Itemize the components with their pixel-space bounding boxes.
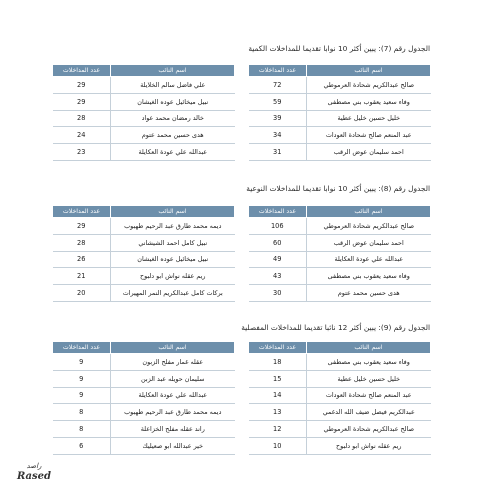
deputy-name: راند عقله مفلح الخزاعلة <box>111 421 235 438</box>
rased-logo <box>16 462 52 482</box>
ranking-table-right <box>248 64 431 161</box>
interventions-count: 30 <box>249 285 307 302</box>
header-count: عدد المداخلات <box>249 65 307 77</box>
interventions-count: 106 <box>249 218 307 235</box>
table-row <box>53 251 235 268</box>
deputy-name: صالح عبدالكريم شحادة العرموطي <box>307 421 431 438</box>
interventions-count: 20 <box>53 285 111 302</box>
table-caption: الجدول رقم (7): يبين أكثر 10 نوابا تقديما للمداخلات الكمية <box>248 44 430 53</box>
table-row <box>249 144 431 161</box>
deputy-name: ديمه محمد طارق عبد الرحيم طهبوب <box>111 404 235 421</box>
deputy-name: عبدالله علي عودة العكايلة <box>307 251 431 268</box>
table-row <box>249 421 431 438</box>
interventions-count: 28 <box>53 234 111 251</box>
deputy-name: خليل حسين خليل عطية <box>307 370 431 387</box>
table-caption: الجدول رقم (9): يبين أكثر 12 نائبا تقديما للمداخلات المفصلية <box>241 323 430 332</box>
header-count: عدد المداخلات <box>53 206 111 218</box>
table-row <box>53 110 235 127</box>
interventions-count: 34 <box>249 127 307 144</box>
deputy-name: صالح عبدالكريم شحادة العرموطي <box>307 218 431 235</box>
interventions-count: 60 <box>249 234 307 251</box>
deputy-name: عبدالله علي عودة العكايلة <box>111 144 235 161</box>
interventions-count: 29 <box>53 218 111 235</box>
interventions-count: 26 <box>53 251 111 268</box>
table-row <box>249 354 431 371</box>
deputy-name: صالح عبدالكريم شحادة العرموطي <box>307 77 431 94</box>
table-row <box>53 77 235 94</box>
interventions-count: 13 <box>249 404 307 421</box>
interventions-count: 18 <box>249 354 307 371</box>
interventions-count: 31 <box>249 144 307 161</box>
deputy-name: ريم عقله نواش ابو دلبوح <box>307 437 431 454</box>
interventions-count: 28 <box>53 110 111 127</box>
deputy-name: احمد سليمان عوض الرقب <box>307 234 431 251</box>
interventions-count: 49 <box>249 251 307 268</box>
deputy-name: عبد المنعم صالح شحادة العودات <box>307 387 431 404</box>
table-row <box>53 404 235 421</box>
interventions-count: 9 <box>53 354 111 371</box>
interventions-count: 72 <box>249 77 307 94</box>
table-row <box>53 218 235 235</box>
deputy-name: عبد المنعم صالح شحادة العودات <box>307 127 431 144</box>
deputy-name: هدى حسين محمد عتوم <box>307 285 431 302</box>
table-row <box>53 370 235 387</box>
table-row <box>53 421 235 438</box>
header-name: اسم النائب <box>111 342 235 354</box>
interventions-count: 15 <box>249 370 307 387</box>
table-caption: الجدول رقم (8): يبين أكثر 10 نوابا تقديما للمداخلات النوعية <box>246 184 430 193</box>
interventions-count: 6 <box>53 437 111 454</box>
interventions-count: 39 <box>249 110 307 127</box>
deputy-name: بركات كامل عبدالكريم النمر المهيرات <box>111 285 235 302</box>
deputy-name: خير عبدالله ابو صعيليك <box>111 437 235 454</box>
interventions-count: 9 <box>53 387 111 404</box>
interventions-count: 8 <box>53 404 111 421</box>
interventions-count: 12 <box>249 421 307 438</box>
interventions-count: 29 <box>53 77 111 94</box>
table-row <box>249 218 431 235</box>
interventions-count: 8 <box>53 421 111 438</box>
table-row <box>249 127 431 144</box>
header-name: اسم النائب <box>307 206 431 218</box>
deputy-name: خالد رمضان محمد عواد <box>111 110 235 127</box>
ranking-table-left <box>52 205 235 302</box>
table-row <box>249 370 431 387</box>
table-row <box>249 110 431 127</box>
deputy-name: علي فاضل سالم الخلايلة <box>111 77 235 94</box>
interventions-count: 10 <box>249 437 307 454</box>
table-row <box>249 77 431 94</box>
deputy-name: نبيل ميخائيل عوده الغيشان <box>111 93 235 110</box>
interventions-count: 23 <box>53 144 111 161</box>
header-count: عدد المداخلات <box>53 65 111 77</box>
interventions-count: 21 <box>53 268 111 285</box>
table-row <box>53 234 235 251</box>
ranking-table-left <box>52 64 235 161</box>
table-row <box>53 93 235 110</box>
deputy-name: نبيل ميخائيل عوده الغيشان <box>111 251 235 268</box>
table-row <box>249 251 431 268</box>
interventions-count: 43 <box>249 268 307 285</box>
table-row <box>53 285 235 302</box>
deputy-name: وفاء سعيد يعقوب بني مصطفى <box>307 93 431 110</box>
deputy-name: عبدالكريم فيصل ضيف الله الدغمي <box>307 404 431 421</box>
deputy-name: احمد سليمان عوض الرقب <box>307 144 431 161</box>
ranking-table-right <box>248 341 431 455</box>
interventions-count: 14 <box>249 387 307 404</box>
table-row <box>249 437 431 454</box>
table-row <box>53 144 235 161</box>
deputy-name: عبدالله علي عودة العكايلة <box>111 387 235 404</box>
logo-arabic: راصد <box>26 462 42 470</box>
deputy-name: وفاء سعيد يعقوب بني مصطفى <box>307 354 431 371</box>
header-name: اسم النائب <box>307 342 431 354</box>
deputy-name: خليل حسين خليل عطية <box>307 110 431 127</box>
deputy-name: ريم عقله نواش ابو دلبوح <box>111 268 235 285</box>
interventions-count: 59 <box>249 93 307 110</box>
table-row <box>53 127 235 144</box>
header-count: عدد المداخلات <box>249 206 307 218</box>
deputy-name: ديمه محمد طارق عبد الرحيم طهبوب <box>111 218 235 235</box>
table-row <box>53 437 235 454</box>
table-row <box>249 268 431 285</box>
ranking-table-left <box>52 341 235 455</box>
interventions-count: 9 <box>53 370 111 387</box>
table-row <box>249 387 431 404</box>
logo-english: Rased <box>16 471 51 482</box>
header-count: عدد المداخلات <box>249 342 307 354</box>
interventions-count: 29 <box>53 93 111 110</box>
table-row <box>249 93 431 110</box>
deputy-name: سليمان حويله عبد الزبن <box>111 370 235 387</box>
table-row <box>53 268 235 285</box>
header-name: اسم النائب <box>111 206 235 218</box>
table-row <box>249 404 431 421</box>
table-row <box>53 354 235 371</box>
table-row <box>53 387 235 404</box>
deputy-name: عقله غمار مفلح الزبون <box>111 354 235 371</box>
deputy-name: نبيل كامل احمد الشيشاني <box>111 234 235 251</box>
deputy-name: وفاء سعيد يعقوب بني مصطفى <box>307 268 431 285</box>
header-name: اسم النائب <box>307 65 431 77</box>
ranking-table-right <box>248 205 431 302</box>
table-row <box>249 285 431 302</box>
deputy-name: هدى حسين محمد عتوم <box>111 127 235 144</box>
table-row <box>249 234 431 251</box>
header-count: عدد المداخلات <box>53 342 111 354</box>
header-name: اسم النائب <box>111 65 235 77</box>
interventions-count: 24 <box>53 127 111 144</box>
